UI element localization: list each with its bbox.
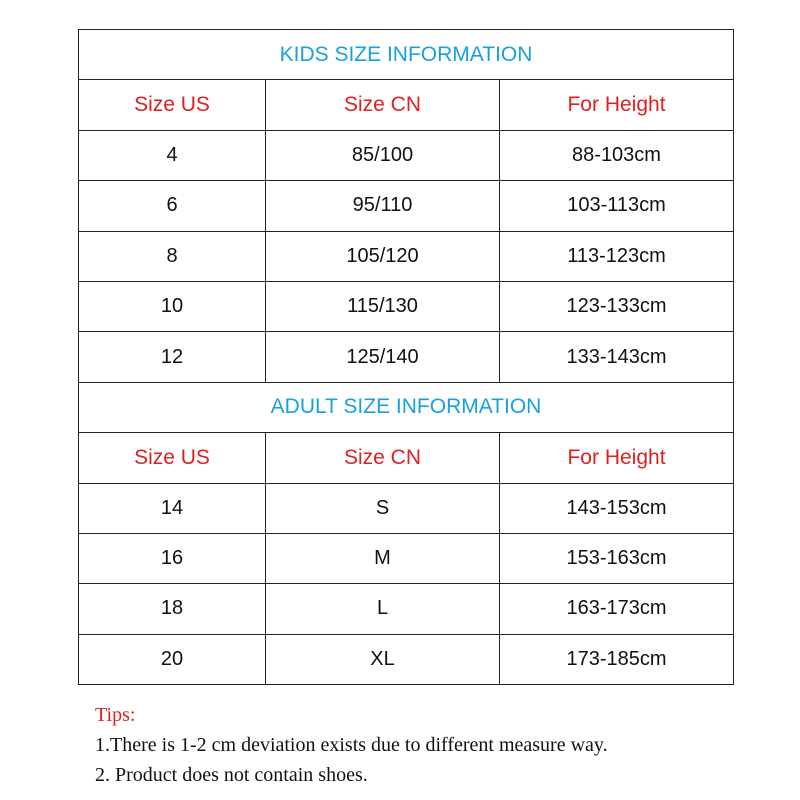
cell-size-us: 18	[79, 584, 266, 634]
header-size-us: Size US	[79, 433, 266, 483]
cell-size-cn: 125/140	[266, 332, 500, 382]
cell-size-cn: 105/120	[266, 231, 500, 281]
cell-size-us: 16	[79, 533, 266, 583]
table-row	[79, 130, 734, 180]
cell-height: 88-103cm	[500, 130, 734, 180]
table-row	[79, 634, 734, 684]
cell-height: 123-133cm	[500, 281, 734, 331]
cell-size-us: 20	[79, 634, 266, 684]
cell-size-us: 6	[79, 181, 266, 231]
cell-height: 173-185cm	[500, 634, 734, 684]
tip-line: 2. Product does not contain shoes.	[95, 764, 368, 786]
adult-header-row	[79, 433, 734, 483]
header-for-height: For Height	[500, 80, 734, 130]
cell-height: 103-113cm	[500, 181, 734, 231]
cell-size-us: 10	[79, 281, 266, 331]
cell-size-cn: L	[266, 584, 500, 634]
cell-size-cn: S	[266, 483, 500, 533]
table-row	[79, 181, 734, 231]
tips-title: Tips:	[95, 704, 136, 726]
table-row	[79, 281, 734, 331]
table-row	[79, 533, 734, 583]
cell-size-cn: M	[266, 533, 500, 583]
cell-height: 163-173cm	[500, 584, 734, 634]
cell-height: 113-123cm	[500, 231, 734, 281]
kids-header-row	[79, 80, 734, 130]
kids-section-title-row	[79, 30, 734, 80]
cell-height: 153-163cm	[500, 533, 734, 583]
cell-size-us: 12	[79, 332, 266, 382]
tip-line: 1.There is 1-2 cm deviation exists due to different measure way.	[95, 734, 608, 756]
tips-block	[95, 700, 608, 790]
cell-size-cn: 85/100	[266, 130, 500, 180]
header-size-us: Size US	[79, 80, 266, 130]
table-row	[79, 332, 734, 382]
table-row	[79, 231, 734, 281]
cell-size-cn: 115/130	[266, 281, 500, 331]
kids-section-title: KIDS SIZE INFORMATION	[79, 30, 734, 80]
cell-size-cn: 95/110	[266, 181, 500, 231]
header-size-cn: Size CN	[266, 433, 500, 483]
cell-height: 133-143cm	[500, 332, 734, 382]
adult-section-title: ADULT SIZE INFORMATION	[79, 382, 734, 432]
header-size-cn: Size CN	[266, 80, 500, 130]
header-for-height: For Height	[500, 433, 734, 483]
cell-height: 143-153cm	[500, 483, 734, 533]
adult-section-title-row	[79, 382, 734, 432]
cell-size-us: 14	[79, 483, 266, 533]
cell-size-us: 4	[79, 130, 266, 180]
cell-size-cn: XL	[266, 634, 500, 684]
size-chart-table	[78, 29, 734, 685]
cell-size-us: 8	[79, 231, 266, 281]
table-row	[79, 584, 734, 634]
table-row	[79, 483, 734, 533]
